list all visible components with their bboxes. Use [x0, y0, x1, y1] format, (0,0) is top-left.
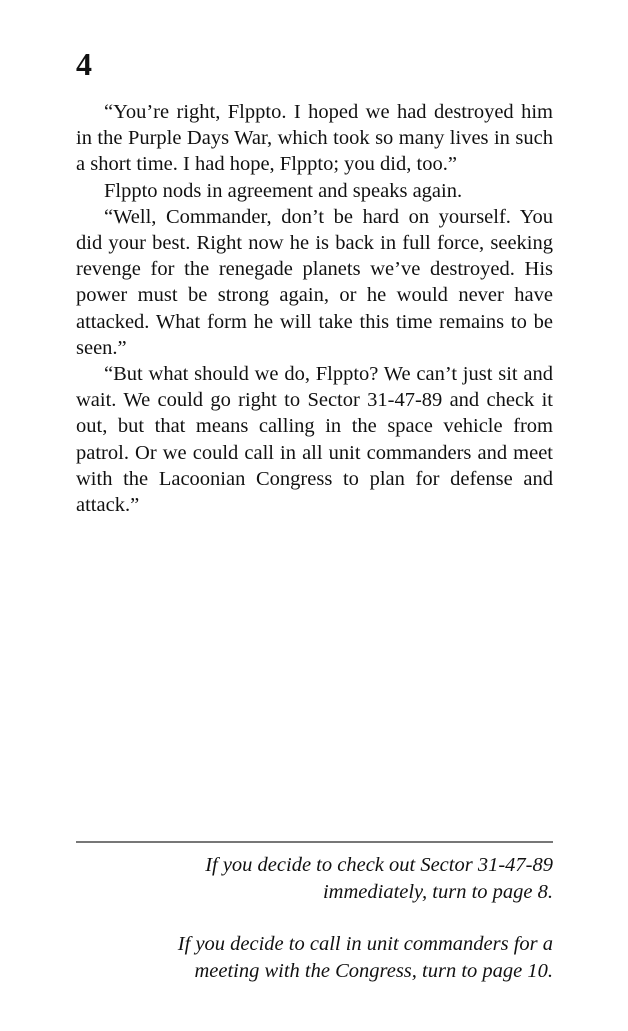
choices-section	[76, 852, 553, 984]
choice-page-10-line-2: meeting with the Congress, turn to page 10.	[194, 959, 553, 982]
paragraph-3: “Well, Commander, don’t be hard on yourself. You did your best. Right now he is back in full force, seeking revenge for the renegade planets we’ve destroyed. His power must be strong again, or he would never have attacked. What form he will take this time remains to be seen.”	[76, 205, 553, 359]
choice-page-8-line-2: immediately, turn to page 8.	[322, 880, 553, 903]
page-number: 4	[76, 46, 92, 82]
choice-page-8-line-1: If you decide to check out Sector 31-47-89	[205, 854, 553, 876]
paragraph-4: “But what should we do, Flppto? We can’t just sit and wait. We could go right to Sector 31-47-89 and check it out, but that means calling in the space vehicle from patrol. Or we could call in all unit commanders and meet with the Lacoonian Congress to plan for defense and attack.”	[76, 363, 553, 517]
choice-page-10	[76, 931, 553, 984]
book-page	[76, 0, 553, 1031]
choices-divider	[76, 841, 553, 843]
choice-page-8	[76, 852, 553, 905]
paragraph-2: Flppto nods in agreement and speaks again.	[104, 179, 463, 202]
choice-page-10-line-1: If you decide to call in unit commanders for a	[177, 933, 553, 955]
paragraph-1: “You’re right, Flppto. I hoped we had destroyed him in the Purple Days War, which took so many lives in such a short time. I had hope, Flppto; you did, too.”	[76, 101, 553, 176]
story-text	[76, 99, 553, 518]
